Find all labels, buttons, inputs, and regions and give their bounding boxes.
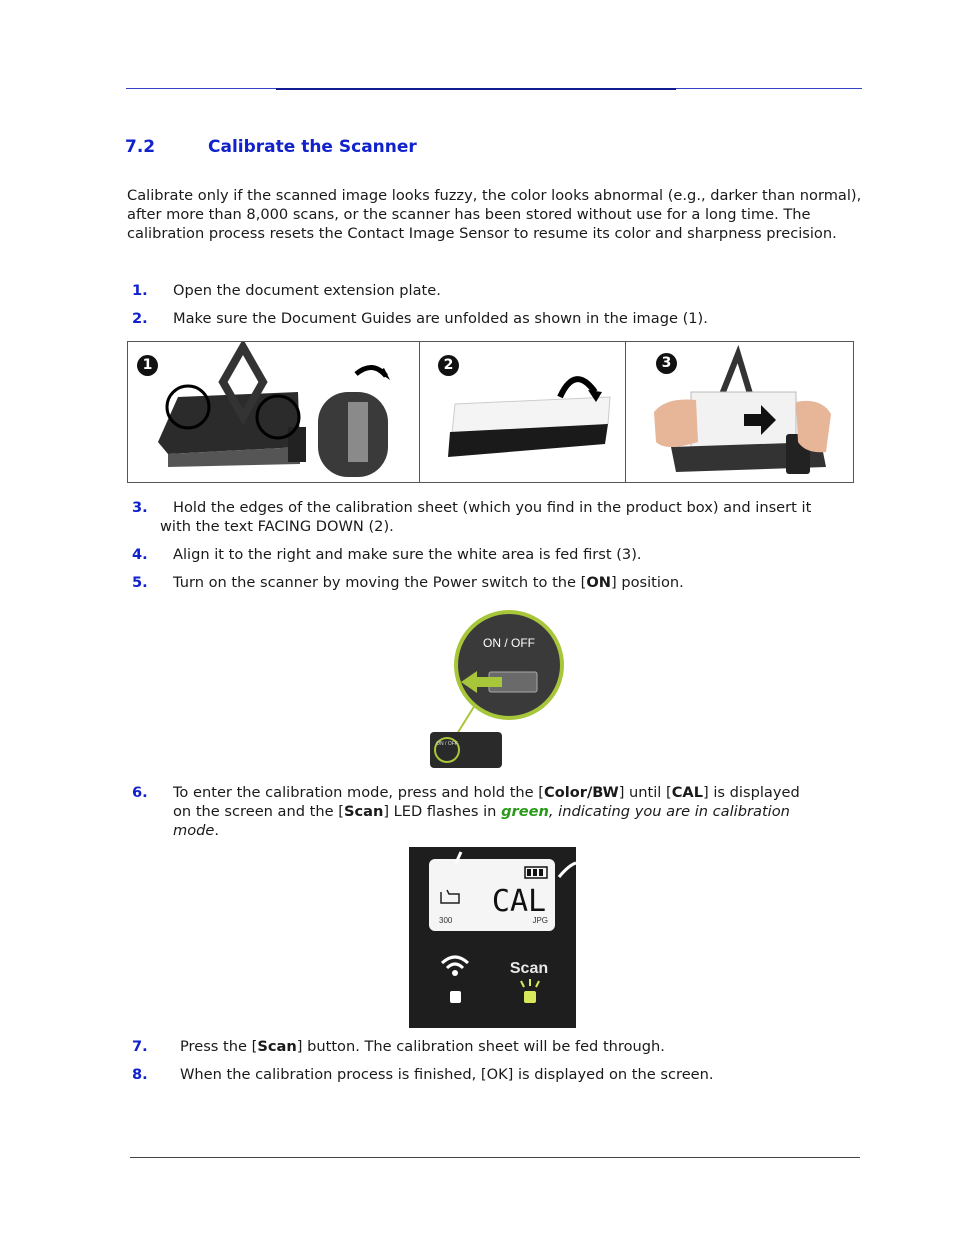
small-switch-label: ON / OFF	[436, 741, 458, 747]
section-title: Calibrate the Scanner	[208, 137, 417, 157]
switch-label: ON / OFF	[483, 636, 535, 650]
step-4	[132, 545, 832, 565]
step-text: Make sure the Document Guides are unfolded as shown in the image (1).	[173, 310, 708, 327]
step-text: To enter the calibration mode, press and hold the [Color/BW] until [CAL] is displayed	[173, 784, 800, 801]
step-text-line-3: mode.	[173, 822, 220, 839]
step-1	[132, 281, 832, 301]
step-text: Align it to the right and make sure the white area is fed first (3).	[173, 546, 642, 563]
step-6	[132, 783, 862, 843]
step-text: Open the document extension plate.	[173, 282, 441, 299]
intro-paragraph: Calibrate only if the scanned image looks fuzzy, the color looks abnormal (e.g., darker than normal), after more than 8,000 scans, or the scanner has been stored without use for a long time. The calibration process resets the Contact Image Sensor to resume its color and sharpness precision.	[127, 187, 862, 242]
step-number: 2.	[132, 310, 148, 327]
figure-badge: 2	[438, 355, 459, 376]
step-number: 3.	[132, 499, 148, 516]
lcd-panel-illustration	[409, 847, 576, 1028]
header-rule	[126, 88, 862, 89]
lcd-format: JPG	[532, 916, 548, 925]
step-number: 4.	[132, 546, 148, 563]
step-text: Turn on the scanner by moving the Power switch to the [ON] position.	[173, 574, 684, 591]
figure-2-calibration-sheet	[420, 342, 625, 482]
lcd-panel-figure	[409, 847, 576, 1028]
step-number: 6.	[132, 784, 148, 801]
figure-badge: 3	[656, 353, 677, 374]
step-7	[132, 1037, 832, 1057]
section-number: 7.2	[125, 137, 156, 157]
step-number: 7.	[132, 1038, 148, 1055]
figure-3-insert-sheet	[626, 342, 854, 482]
scan-label: Scan	[509, 960, 549, 977]
step-text-continued: with the text FACING DOWN (2).	[160, 518, 394, 535]
step-text-line-2: on the screen and the [Scan] LED flashes in green, indicating you are in calibration	[173, 803, 790, 820]
figure-badge: 1	[137, 355, 158, 376]
power-switch-illustration	[427, 610, 567, 772]
step-text: Hold the edges of the calibration sheet (which you find in the product box) and insert it	[173, 499, 812, 516]
step-number: 8.	[132, 1066, 148, 1083]
scanner-guides-illustration	[128, 342, 419, 482]
power-switch-figure	[427, 610, 567, 772]
step-number: 1.	[132, 282, 148, 299]
step-text: Press the [Scan] button. The calibration sheet will be fed through.	[180, 1038, 665, 1055]
step-text: When the calibration process is finished, [OK] is displayed on the screen.	[180, 1066, 714, 1083]
step-number: 5.	[132, 574, 148, 591]
figure-1-scanner-guides	[128, 342, 419, 482]
step-2	[132, 309, 832, 329]
step-3	[132, 498, 862, 538]
lcd-resolution: 300	[439, 916, 453, 925]
footer-rule	[130, 1157, 860, 1158]
lcd-display-text: CAL	[491, 884, 547, 919]
step-8	[132, 1065, 832, 1085]
calibration-figures	[127, 341, 854, 483]
step-5	[132, 573, 832, 593]
